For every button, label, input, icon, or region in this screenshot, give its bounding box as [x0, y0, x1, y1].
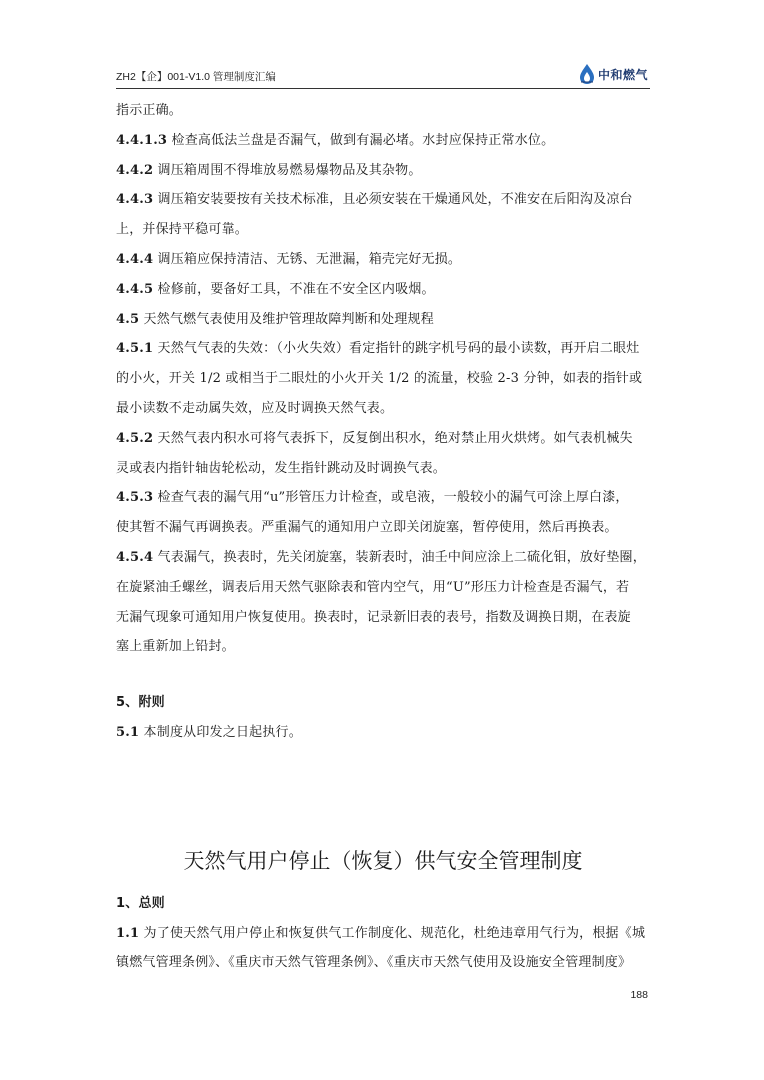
clause-text: 气表漏气，换表时，先关闭旋塞，装新表时，油壬中间应涂上二硫化钼，放好垫圈， — [153, 549, 646, 565]
clause-number: 1.1 — [116, 925, 140, 941]
clause-text: 上，并保持平稳可靠。 — [116, 222, 249, 238]
clause-text: 调压箱应保持清洁、无锈、无泄漏，箱壳完好无损。 — [153, 251, 462, 267]
text-line — [116, 919, 650, 949]
header-doc-code: ZH2【企】001-V1.0 管理制度汇编 — [116, 71, 276, 83]
clause-number: 4.5.1 — [116, 341, 154, 357]
clause-text: 为了使天然气用户停止和恢复供气工作制度化、规范化，杜绝违章用气行为，根据《城 — [139, 925, 646, 941]
clause-text: 天然气燃气表使用及维护管理故障判断和处理规程 — [139, 311, 434, 327]
page-number: 188 — [630, 989, 648, 1001]
clause-text: 使其暂不漏气再调换表。严重漏气的通知用户立即关闭旋塞，暂停使用，然后再换表。 — [116, 520, 618, 536]
item-number: 5.1 — [116, 724, 140, 740]
document-title: 天然气用户停止（恢复）供气安全管理制度 — [183, 848, 583, 873]
text-line — [116, 603, 650, 633]
text-line — [116, 573, 650, 603]
clause-text: 天然气气表的失效：（小火失效）看定指针的跳字机号码的最小读数，再开启二眼灶 — [153, 341, 640, 357]
text-line — [116, 245, 650, 275]
text-line — [116, 156, 650, 186]
clause-text: 镇燃气管理条例》、《重庆市天然气管理条例》、《重庆市天然气使用及设施安全管理制度》 — [116, 955, 632, 971]
text-line — [116, 454, 650, 484]
clause-number: 4.5 — [116, 311, 140, 327]
general-provisions-body — [116, 919, 650, 979]
text-line — [116, 126, 650, 156]
general-provisions-heading: 1、总则 — [116, 895, 165, 911]
text-line — [116, 513, 650, 543]
text-line — [116, 275, 650, 305]
clause-number: 4.4.4 — [116, 251, 154, 267]
text-line — [116, 543, 650, 573]
text-line — [116, 96, 650, 126]
text-line — [116, 215, 650, 245]
clause-text: 的小火，开关 1/2 或相当于二眼灶的小火开关 1/2 的流量，校验 2-3 分钟，如表的指针或 — [116, 371, 643, 387]
text-line — [116, 948, 650, 978]
clause-text: 最小读数不走动属失效，应及时调换天然气表。 — [116, 400, 394, 416]
section-5-heading: 5、附则 — [116, 695, 165, 711]
text-line — [116, 483, 650, 513]
text-line — [116, 185, 650, 215]
clause-number: 4.5.2 — [116, 430, 154, 446]
clause-number: 4.4.2 — [116, 162, 154, 178]
logo-text: 中和燃气 — [597, 67, 648, 82]
clause-text: 无漏气现象可通知用户恢复使用。换表时，记录新旧表的表号，指数及调换日期，在表旋 — [116, 609, 631, 625]
clause-number: 4.4.3 — [116, 192, 154, 208]
document-body — [116, 96, 650, 978]
body-section-4 — [116, 96, 650, 662]
text-line — [116, 424, 650, 454]
text-line — [116, 364, 650, 394]
text-line — [116, 334, 650, 364]
clause-text: 在旋紧油壬螺丝，调表后用天然气驱除表和管内空气，用“U”形压力计检查是否漏气，若 — [116, 579, 630, 595]
clause-text: 灵或表内指针轴齿轮松动，发生指针跳动及时调换气表。 — [116, 460, 447, 476]
text-line — [116, 305, 650, 335]
clause-text: 调压箱周围不得堆放易燃易爆物品及其杂物。 — [153, 162, 422, 178]
clause-number: 4.5.4 — [116, 549, 154, 565]
clause-text: 塞上重新加上铅封。 — [116, 639, 235, 655]
item-text: 本制度从印发之日起执行。 — [139, 724, 302, 740]
page-header — [116, 62, 650, 89]
text-line — [116, 632, 650, 662]
clause-number: 4.4.1.3 — [116, 132, 168, 148]
clause-text: 检查气表的漏气用“u”形管压力计检查，或皂液，一般较小的漏气可涂上厚白漆， — [153, 490, 629, 506]
clause-text: 天然气表内积水可将气表拆下，反复倒出积水，绝对禁止用火烘烤。如气表机械失 — [153, 430, 633, 446]
clause-text: 检修前，要备好工具，不准在不安全区内吸烟。 — [153, 281, 435, 297]
clause-text: 检查高低法兰盘是否漏气，做到有漏必堵。水封应保持正常水位。 — [167, 132, 555, 148]
clause-number: 4.5.3 — [116, 490, 154, 506]
text-line — [116, 394, 650, 424]
section-5-item — [116, 718, 650, 748]
company-logo — [578, 63, 648, 85]
clause-text: 调压箱安装要按有关技术标准，且必须安装在干燥通风处，不准安在后阳沟及凉台 — [153, 192, 633, 208]
gas-flame-icon — [578, 63, 596, 85]
clause-text: 指示正确。 — [116, 103, 183, 118]
clause-number: 4.4.5 — [116, 281, 154, 297]
